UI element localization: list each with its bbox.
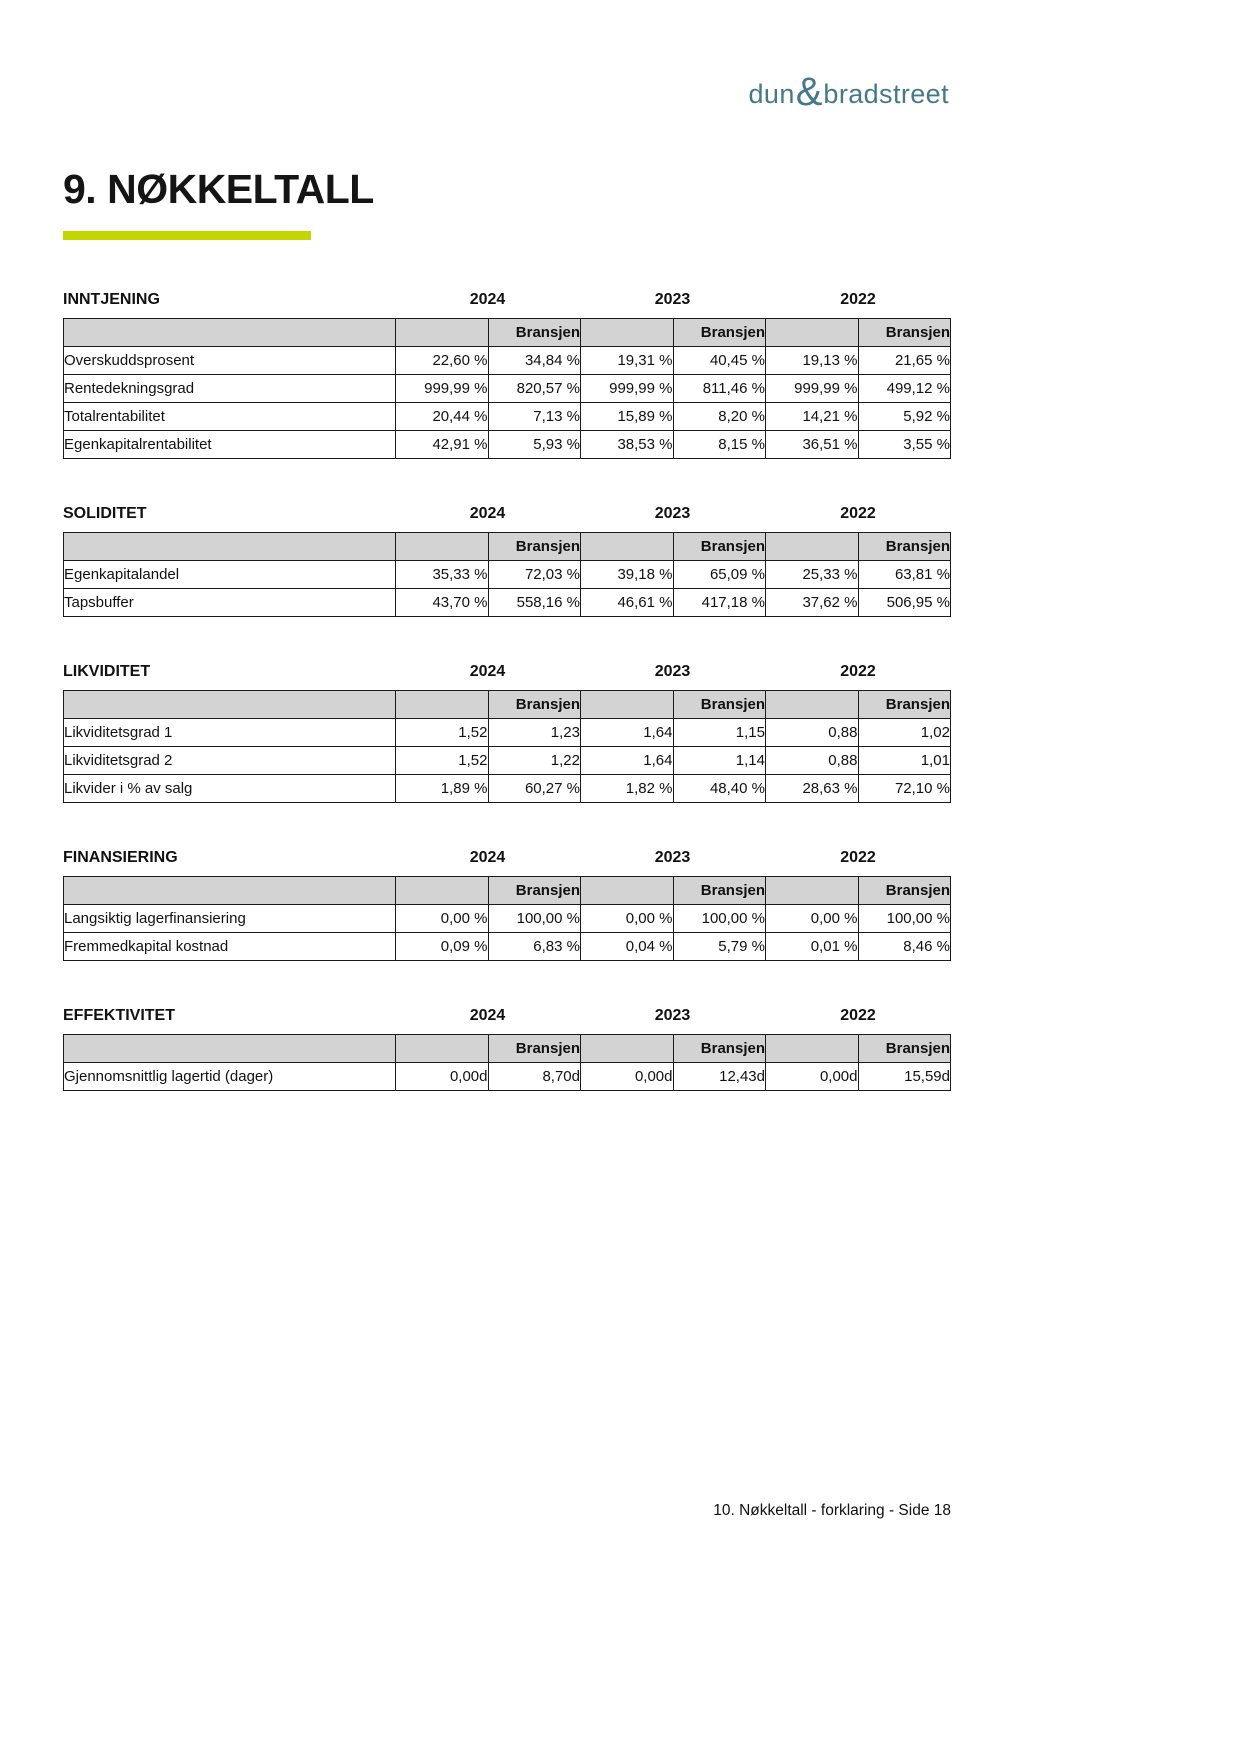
value-cell: 999,99 %: [396, 375, 489, 403]
value-cell: 0,09 %: [396, 933, 489, 961]
empty-header-cell: [766, 1035, 859, 1063]
value-cell: 1,64: [581, 719, 674, 747]
year-label-2024: 2024: [469, 663, 506, 680]
table-row: [64, 775, 951, 803]
value-cell: 15,89 %: [581, 403, 674, 431]
value-cell: 28,63 %: [766, 775, 859, 803]
value-cell: 811,46 %: [673, 375, 766, 403]
section-header-row: [63, 290, 951, 310]
value-cell: 63,81 %: [858, 561, 951, 589]
empty-header-cell: [581, 533, 674, 561]
year-label-2023: 2023: [654, 291, 691, 308]
value-cell: 38,53 %: [581, 431, 674, 459]
year-label-2023: 2023: [654, 849, 691, 866]
industry-label-cell: Bransjen: [673, 691, 766, 719]
empty-header-cell: [766, 877, 859, 905]
value-cell: 65,09 %: [673, 561, 766, 589]
key-figures-table: [63, 532, 951, 617]
industry-label-cell: Bransjen: [858, 691, 951, 719]
key-figures-table: [63, 1034, 951, 1091]
empty-header-cell: [64, 877, 396, 905]
empty-header-cell: [581, 691, 674, 719]
industry-label-cell: Bransjen: [488, 877, 581, 905]
value-cell: 34,84 %: [488, 347, 581, 375]
year-label-2023: 2023: [654, 505, 691, 522]
value-cell: 5,93 %: [488, 431, 581, 459]
value-cell: 0,04 %: [581, 933, 674, 961]
empty-header-cell: [64, 319, 396, 347]
value-cell: 0,00 %: [396, 905, 489, 933]
row-label: Langsiktig lagerfinansiering: [64, 905, 396, 933]
value-cell: 1,23: [488, 719, 581, 747]
section-title: FINANSIERING: [63, 849, 178, 866]
empty-header-cell: [581, 319, 674, 347]
page-title: 9. NØKKELTALL: [63, 166, 374, 212]
industry-label-cell: Bransjen: [673, 319, 766, 347]
empty-header-cell: [396, 691, 489, 719]
value-cell: 1,89 %: [396, 775, 489, 803]
value-cell: 1,15: [673, 719, 766, 747]
value-cell: 100,00 %: [488, 905, 581, 933]
value-cell: 0,00d: [766, 1063, 859, 1091]
empty-header-cell: [64, 691, 396, 719]
value-cell: 3,55 %: [858, 431, 951, 459]
table-row: [64, 933, 951, 961]
row-label: Egenkapitalrentabilitet: [64, 431, 396, 459]
table-row: [64, 375, 951, 403]
section-effektivitet: [63, 1006, 951, 1091]
section-header-row: [63, 848, 951, 868]
section-header-row: [63, 1006, 951, 1026]
industry-label-cell: Bransjen: [488, 319, 581, 347]
row-label: Tapsbuffer: [64, 589, 396, 617]
value-cell: 499,12 %: [858, 375, 951, 403]
table-row: [64, 1063, 951, 1091]
table-row: [64, 589, 951, 617]
value-cell: 40,45 %: [673, 347, 766, 375]
year-label-2022: 2022: [840, 849, 876, 866]
section-title: LIKVIDITET: [63, 663, 151, 680]
industry-label-cell: Bransjen: [488, 1035, 581, 1063]
value-cell: 1,02: [858, 719, 951, 747]
row-label: Likviditetsgrad 2: [64, 747, 396, 775]
value-cell: 20,44 %: [396, 403, 489, 431]
industry-header-row: [64, 877, 951, 905]
industry-label-cell: Bransjen: [488, 691, 581, 719]
logo-dun-text: dun: [748, 79, 795, 109]
industry-header-row: [64, 1035, 951, 1063]
empty-header-cell: [766, 533, 859, 561]
industry-header-row: [64, 691, 951, 719]
empty-header-cell: [766, 319, 859, 347]
section-header-row: [63, 662, 951, 682]
value-cell: 6,83 %: [488, 933, 581, 961]
year-label-2022: 2022: [840, 1007, 876, 1024]
year-label-2022: 2022: [840, 505, 876, 522]
value-cell: 72,10 %: [858, 775, 951, 803]
empty-header-cell: [581, 1035, 674, 1063]
value-cell: 1,52: [396, 747, 489, 775]
key-figures-table: [63, 876, 951, 961]
section-title: SOLIDITET: [63, 505, 147, 522]
empty-header-cell: [396, 1035, 489, 1063]
key-figures-table: [63, 318, 951, 459]
table-row: [64, 403, 951, 431]
value-cell: 12,43d: [673, 1063, 766, 1091]
value-cell: 100,00 %: [673, 905, 766, 933]
value-cell: 8,20 %: [673, 403, 766, 431]
row-label: Egenkapitalandel: [64, 561, 396, 589]
value-cell: 14,21 %: [766, 403, 859, 431]
logo-ampersand-icon: &: [795, 70, 823, 114]
industry-label-cell: Bransjen: [673, 533, 766, 561]
value-cell: 0,00d: [581, 1063, 674, 1091]
row-label: Fremmedkapital kostnad: [64, 933, 396, 961]
empty-header-cell: [64, 1035, 396, 1063]
value-cell: 42,91 %: [396, 431, 489, 459]
value-cell: 36,51 %: [766, 431, 859, 459]
year-label-2024: 2024: [469, 849, 506, 866]
value-cell: 21,65 %: [858, 347, 951, 375]
row-label: Likviditetsgrad 1: [64, 719, 396, 747]
year-label-2022: 2022: [840, 291, 876, 308]
value-cell: 999,99 %: [766, 375, 859, 403]
value-cell: 417,18 %: [673, 589, 766, 617]
section-finansiering: [63, 848, 951, 961]
value-cell: 100,00 %: [858, 905, 951, 933]
section-title: INNTJENING: [63, 291, 160, 308]
section-soliditet: [63, 504, 951, 617]
year-label-2024: 2024: [469, 291, 506, 308]
value-cell: 8,70d: [488, 1063, 581, 1091]
table-row: [64, 747, 951, 775]
empty-header-cell: [396, 533, 489, 561]
key-figures-sections: [63, 290, 951, 1091]
value-cell: 37,62 %: [766, 589, 859, 617]
industry-label-cell: Bransjen: [488, 533, 581, 561]
industry-label-cell: Bransjen: [858, 319, 951, 347]
value-cell: 0,88: [766, 747, 859, 775]
table-row: [64, 347, 951, 375]
value-cell: 1,82 %: [581, 775, 674, 803]
value-cell: 15,59d: [858, 1063, 951, 1091]
table-row: [64, 561, 951, 589]
value-cell: 48,40 %: [673, 775, 766, 803]
value-cell: 999,99 %: [581, 375, 674, 403]
value-cell: 5,92 %: [858, 403, 951, 431]
value-cell: 43,70 %: [396, 589, 489, 617]
year-label-2024: 2024: [469, 1007, 506, 1024]
logo-bradstreet-text: bradstreet: [823, 79, 949, 109]
industry-label-cell: Bransjen: [673, 1035, 766, 1063]
value-cell: 46,61 %: [581, 589, 674, 617]
value-cell: 7,13 %: [488, 403, 581, 431]
value-cell: 1,64: [581, 747, 674, 775]
empty-header-cell: [64, 533, 396, 561]
value-cell: 19,31 %: [581, 347, 674, 375]
title-accent-bar: [63, 231, 311, 240]
dun-bradstreet-logo: [748, 68, 949, 113]
row-label: Gjennomsnittlig lagertid (dager): [64, 1063, 396, 1091]
row-label: Likvider i % av salg: [64, 775, 396, 803]
value-cell: 0,00d: [396, 1063, 489, 1091]
value-cell: 72,03 %: [488, 561, 581, 589]
value-cell: 1,22: [488, 747, 581, 775]
section-title: EFFEKTIVITET: [63, 1007, 175, 1024]
value-cell: 25,33 %: [766, 561, 859, 589]
value-cell: 558,16 %: [488, 589, 581, 617]
value-cell: 0,01 %: [766, 933, 859, 961]
year-label-2023: 2023: [654, 663, 691, 680]
empty-header-cell: [396, 877, 489, 905]
value-cell: 506,95 %: [858, 589, 951, 617]
industry-header-row: [64, 319, 951, 347]
table-row: [64, 905, 951, 933]
empty-header-cell: [766, 691, 859, 719]
section-likviditet: [63, 662, 951, 803]
empty-header-cell: [396, 319, 489, 347]
year-label-2023: 2023: [654, 1007, 691, 1024]
value-cell: 1,14: [673, 747, 766, 775]
value-cell: 0,00 %: [581, 905, 674, 933]
value-cell: 5,79 %: [673, 933, 766, 961]
value-cell: 820,57 %: [488, 375, 581, 403]
key-figures-table: [63, 690, 951, 803]
value-cell: 19,13 %: [766, 347, 859, 375]
row-label: Totalrentabilitet: [64, 403, 396, 431]
industry-label-cell: Bransjen: [858, 1035, 951, 1063]
table-row: [64, 719, 951, 747]
value-cell: 8,15 %: [673, 431, 766, 459]
table-row: [64, 431, 951, 459]
value-cell: 8,46 %: [858, 933, 951, 961]
section-header-row: [63, 504, 951, 524]
section-inntjening: [63, 290, 951, 459]
industry-label-cell: Bransjen: [673, 877, 766, 905]
year-label-2024: 2024: [469, 505, 506, 522]
value-cell: 0,00 %: [766, 905, 859, 933]
value-cell: 1,01: [858, 747, 951, 775]
value-cell: 22,60 %: [396, 347, 489, 375]
row-label: Rentedekningsgrad: [64, 375, 396, 403]
page-footer: 10. Nøkkeltall - forklaring - Side 18: [713, 1502, 951, 1519]
year-label-2022: 2022: [840, 663, 876, 680]
value-cell: 60,27 %: [488, 775, 581, 803]
value-cell: 1,52: [396, 719, 489, 747]
industry-header-row: [64, 533, 951, 561]
value-cell: 35,33 %: [396, 561, 489, 589]
value-cell: 39,18 %: [581, 561, 674, 589]
empty-header-cell: [581, 877, 674, 905]
industry-label-cell: Bransjen: [858, 877, 951, 905]
row-label: Overskuddsprosent: [64, 347, 396, 375]
value-cell: 0,88: [766, 719, 859, 747]
industry-label-cell: Bransjen: [858, 533, 951, 561]
